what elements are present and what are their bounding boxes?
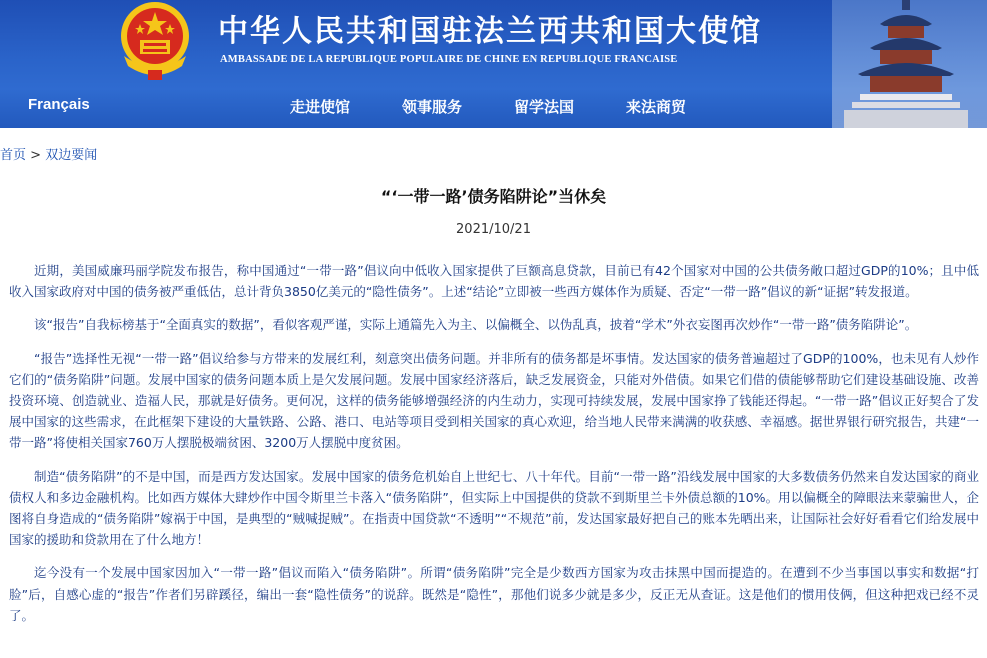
breadcrumb-home-link[interactable]: 首页 bbox=[0, 148, 27, 163]
article-paragraph: “报告”选择性无视“一带一路”倡议给参与方带来的发展红利，刻意突出债务问题。并非所有的债务都是坏事情。发达国家的债务普遍超过了GDP的100%，也未见有人炒作它们的“债务陷阱”问题。发展中国家的债务问题本质上是欠发展问题。发展中国家经济落后，缺乏发展资金，只能对外借债。如果它们借的债能够帮助它们建设基础设施、改善投资环境、创造就业、造福人民，那就是好债务。更何况，这样的债务能够增强经济的内生动力，实现可持续发展，发展中国家挣了钱能还得起。“一带一路”倡议正好契合了发展中国家的这些需求，在此框架下建设的大量铁路、公路、港口、电站等项目受到相关国家的真心欢迎，给当地人民带来满满的收获感、幸福感。据世界银行研究报告，共建“一带一路”将使相关国家760万人摆脱极端贫困、3200万人摆脱中度贫困。 bbox=[9, 350, 979, 451]
nav-item-consular-services[interactable]: 领事服务 bbox=[402, 98, 463, 116]
nav-item-about-embassy[interactable]: 走进使馆 bbox=[290, 98, 351, 116]
article-body bbox=[9, 260, 979, 658]
article-paragraph: 制造“债务陷阱”的不是中国，而是西方发达国家。发展中国家的债务危机始自上世纪七、八十年代。目前“一带一路”沿线发展中国家的大多数债务仍然来自发达国家的商业债权人和多边金融机构。比如西方媒体大肆炒作中国令斯里兰卡落入“债务陷阱”，但实际上中国提供的贷款不到斯里兰卡外债总额的10%。用以偏概全的障眼法来蒙骗世人，企图将自身造成的“债务陷阱”嫁祸于中国，是典型的“贼喊捉贼”。在指责中国贷款“不透明”“不规范”前，发达国家最好把自己的账本先晒出来，让国际社会好好看看它们给发展中国家的援助和贷款用在了什么地方！ bbox=[9, 468, 979, 548]
article-paragraph: 该“报告”自我标榜基于“全面真实的数据”，看似客观严谨，实际上通篇先入为主、以偏概全、以伪乱真，披着“学术”外衣妄图再次炒作“一带一路”债务陷阱论”。 bbox=[34, 317, 918, 333]
breadcrumb bbox=[0, 144, 97, 162]
breadcrumb-current-link[interactable]: 双边要闻 bbox=[45, 148, 98, 163]
site-title-french: AMBASSADE DE LA REPUBLIQUE POPULAIRE DE CHINE EN REPUBLIQUE FRANCAISE bbox=[220, 54, 678, 65]
nav-item-business-in-france[interactable]: 来法商贸 bbox=[626, 98, 687, 116]
header-banner bbox=[0, 0, 987, 128]
site-title-chinese: 中华人民共和国驻法兰西共和国大使馆 bbox=[218, 14, 762, 49]
national-emblem-icon bbox=[110, 0, 200, 82]
language-switch-link[interactable]: Français bbox=[28, 96, 90, 113]
main-navigation bbox=[0, 88, 987, 128]
article-title: “‘一带一路’债务陷阱论”当休矣 bbox=[380, 187, 607, 206]
article-paragraph: 迄今没有一个发展中国家因加入“一带一路”倡议而陷入“债务陷阱”。所谓“债务陷阱”完全是少数西方国家为攻击抹黑中国而提造的。在遭到不少当事国以事实和数据“打脸”后，自感心虚的“报告”作者们另辟蹊径，编出一套“隐性债务”的说辞。既然是“隐性”，那他们说多少就是多少，反正无从查证。这是他们的惯用伎俩，但这种把戏已经不灵了。 bbox=[9, 565, 979, 623]
article-date: 2021/10/21 bbox=[456, 222, 531, 237]
nav-item-study-in-france[interactable]: 留学法国 bbox=[514, 98, 575, 116]
breadcrumb-separator: > bbox=[30, 148, 42, 163]
article-paragraph: 近期，美国威廉玛丽学院发布报告，称中国通过“一带一路”倡议向中低收入国家提供了巨额高息贷款，目前已有42个国家对中国的公共债务敞口超过GDP的10%；且中低收入国家政府对中国的债务被严重低估，总计背负3850亿美元的“隐性债务”。上述“结论”立即被一些西方媒体作为质疑、否定“一带一路”倡议的新“证据”转发报道。 bbox=[9, 263, 979, 300]
